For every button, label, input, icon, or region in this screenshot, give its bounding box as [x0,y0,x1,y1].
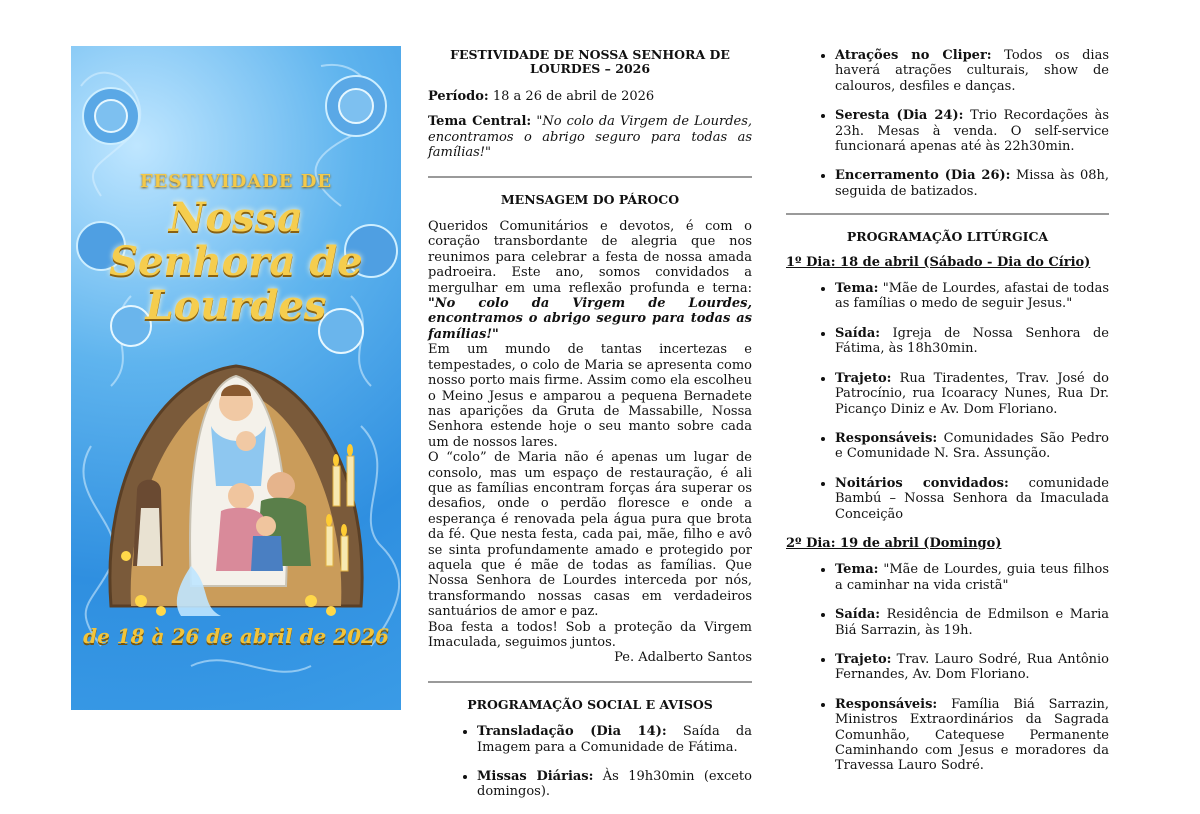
item-label: Responsáveis: [835,430,938,446]
item-label: Transladação (Dia 14): [477,724,667,740]
item-text: Trio Recordações às 23h. Mesas à venda. O self-service funcionará apenas até às 22h30min. [835,108,1110,155]
list-item [835,108,1109,154]
day1-list [786,281,1109,522]
list-item [835,431,1109,462]
item-text: comunidade Bambú – Nossa Senhora da Imaculada Conceição [835,475,1109,522]
item-text: Missa às 08h, seguida de batizados. [835,168,1109,199]
column-middle [428,48,752,814]
item-label: Tema: [835,562,879,578]
item-label: Seresta (Dia 24): [835,108,964,124]
list-item [835,326,1109,357]
social-heading: PROGRAMAÇÃO SOCIAL E AVISOS [467,696,713,712]
poster-title-line-2: Lourdes [145,282,327,329]
liturgica-heading: PROGRAMAÇÃO LITÚRGICA [846,229,1049,245]
item-text: Trav. Lauro Sodré, Rua Antônio Fernandes, Av. Dom Floriano. [835,651,1109,683]
list-item [835,281,1109,312]
mensagem-p2: Em um mundo de tantas incertezas e tempestades, o colo de Maria se apresenta como nosso porto mais firme. Assim como ela escolheu o Meino Jesus e amparou a pequena Bernadete nas aparições da Gruta de Massabille, Nossa Senhora estende hoje o seu manto sobre cada um de nossos lares. [428,342,752,450]
item-label: Trajeto: [835,651,892,667]
list-item [835,168,1109,199]
item-text: Família Biá Sarrazin, Ministros Extraordinários da Sagrada Comunhão, Catequese Permanente Caminhando com Jesus e moradores da Travessa Lauro Sodré. [835,696,1109,774]
item-label: Tema: [835,281,879,297]
mensagem-p1 [428,219,752,342]
list-item [835,48,1109,94]
item-label: Responsáveis: [835,696,938,712]
day2-list [786,562,1109,773]
festival-poster [71,46,401,710]
periodo-label: Período: [428,89,489,104]
day2-title: 2º Dia: 19 de abril (Domingo) [786,535,1002,551]
poster-title-name [71,196,401,328]
item-label: Atrações no Cliper: [835,48,992,63]
document-title: FESTIVIDADE DE NOSSA SENHORA DE LOURDES – 2026 [450,47,730,76]
social-list-a [428,724,752,800]
social-list-b [786,48,1109,199]
poster-title-top: FESTIVIDADE DE [139,171,333,192]
column-right [786,48,1109,774]
item-label: Saída: [835,325,881,341]
list-item [835,697,1109,774]
item-text: Às 19h30min (exceto domingos). [477,769,752,800]
tema-value: "No colo da Virgem de Lourdes, encontramos o abrigo seguro para todas as famílias!" [428,114,753,161]
poster-artwork [71,46,401,710]
item-text: Todos os dias haverá atrações culturais, show de calouros, desfiles e danças. [835,48,1110,94]
poster-title-line-1: Nossa Senhora de [109,194,363,285]
divider [428,681,752,683]
list-item [477,724,752,755]
item-text: Igreja de Nossa Senhora de Fátima, às 18h30min. [835,325,1109,357]
item-label: Trajeto: [835,370,892,386]
mensagem-heading: MENSAGEM DO PÁROCO [500,191,680,207]
list-item [835,476,1109,522]
tema-central [428,114,752,160]
item-text: "Mãe de Lourdes, guia teus filhos a caminhar na vida cristã" [835,562,1109,593]
mensagem-p3: O “colo” de Maria não é apenas um lugar de consolo, mas um espaço de restauração, é ali que as famílias encontram forças ára superar os desafios, onde o perdão floresce e onde a esperança é renovada pela água pura que brota da fé. Que nesta festa, cada pai, mãe, filho e avô se sinta profundamente amado e protegido por aquela que é mãe de todas as famílias. Que Nossa Senhora de Lourdes interceda por nós, transformando nossas casas em verdadeiros santuários de amor e paz. [428,450,752,620]
list-item [835,371,1109,417]
item-text: Rua Tiradentes, Trav. José do Patrocínio, rua Icoaracy Nunes, Rua Dr. Picanço Diniz e Av. Dom Floriano. [835,370,1109,417]
item-text: Residência de Edmilson e Maria Biá Sarrazin, às 19h. [835,607,1109,638]
item-text: Comunidades São Pedro e Comunidade N. Sra. Assunção. [835,430,1109,462]
day1-title: 1º Dia: 18 de abril (Sábado - Dia do Círio) [786,254,1091,270]
item-label: Saída: [835,607,881,623]
mensagem-p1-text: Queridos Comunitários e devotos, é com o coração transbordante de alegria que nos reunimos para celebrar a festa de nossa amada padroeira. Este ano, somos convidados a mergulhar em uma reflexão profunda e terna: [428,219,752,296]
item-label: Encerramento (Dia 26): [835,168,1011,184]
divider [428,176,752,178]
item-label: Noitários convidados: [835,475,1009,491]
list-item [835,607,1109,638]
tema-label: Tema Central: [428,114,532,130]
item-label: Missas Diárias: [477,769,594,785]
item-text: "Mãe de Lourdes, afastai de todas as famílias o medo de seguir Jesus." [835,281,1109,312]
periodo [428,89,752,104]
signature: Pe. Adalberto Santos [614,650,752,666]
periodo-value: 18 a 26 de abril de 2026 [492,89,655,104]
list-item [835,562,1109,593]
list-item [835,652,1109,683]
mensagem-p4: Boa festa a todos! Sob a proteção da Virgem Imaculada, seguimos juntos. [428,619,752,650]
divider [786,213,1109,215]
list-item [477,769,752,800]
item-text: Saída da Imagem para a Comunidade de Fátima. [477,724,752,755]
mensagem-quote: "No colo da Virgem de Lourdes, encontramos o abrigo seguro para todas as famílias!" [428,296,752,342]
poster-date: de 18 à 26 de abril de 2026 [83,624,389,648]
